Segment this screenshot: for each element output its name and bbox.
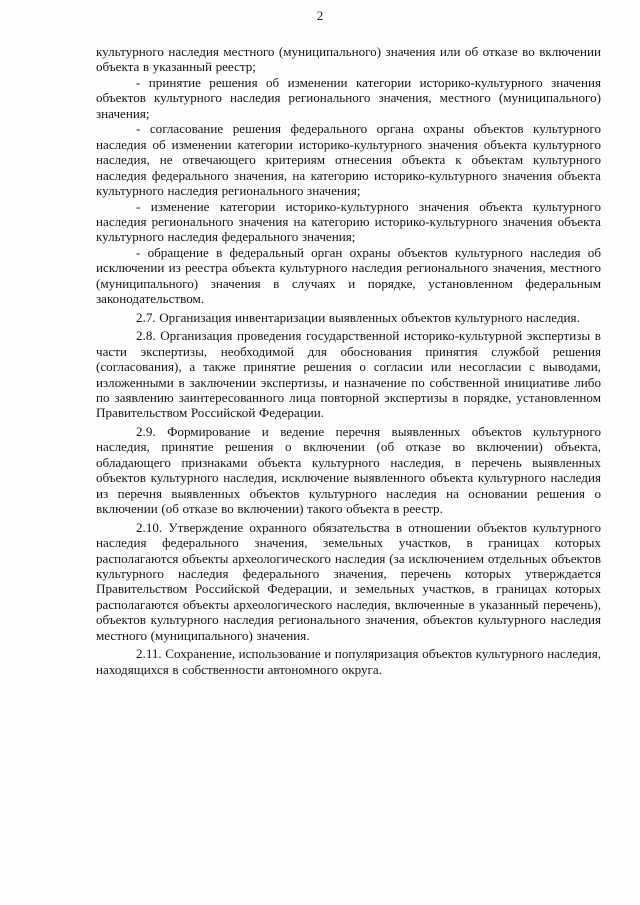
list-item-category-change: - принятие решения об изменении категории историко-культурного значения объектов культурного наследия регионального значения, местного (муниципального) значения;: [96, 74, 601, 121]
paragraph-continuation: культурного наследия местного (муниципального) значения или об отказе во включении объекта в указанный реестр;: [96, 44, 601, 75]
list-item-federal-agreement: - согласование решения федерального органа охраны объектов культурного наследия об изменении категории историко-культурного значения объекта культурного наследия, не отвечающего критериям отнесения объекта к объектам культурного наследия федерального значения, на категорию историко-культурного значения объекта культурного наследия регионального значения;: [96, 121, 601, 199]
clause-2-9: 2.9. Формирование и ведение перечня выявленных объектов культурного наследия, принятие решения о включении (об отказе во включении) объекта, обладающего признаками объекта культурного наследия, в перечень выявленных объектов культурного наследия, исключение выявленного объекта культурного наследия из перечня выявленных объектов культурного наследия на основании решения о включении (об отказе во включении) такого объекта в реестр.: [96, 423, 601, 517]
clause-2-8: 2.8. Организация проведения государственной историко-культурной экспертизы в части экспертизы, необходимой для обоснования принятия службой решения (согласования), а также принятие решения о согласии или несогласии с выводами, изложенными в заключении экспертизы, и назначение по собственной инициативе либо по заявлению заинтересованного лица повторной экспертизы в порядке, установленном Правительством Российской Федерации.: [96, 328, 601, 421]
clause-2-11: 2.11. Сохранение, использование и популяризация объектов культурного наследия, находящихся в собственности автономного округа.: [96, 646, 601, 677]
clause-2-7: 2.7. Организация инвентаризации выявленных объектов культурного наследия.: [136, 309, 580, 325]
list-item-category-upgrade: - изменение категории историко-культурного значения объекта культурного наследия регионального значения на категорию историко-культурного значения объекта культурного наследия федерального значения;: [96, 198, 601, 245]
clause-2-10: 2.10. Утверждение охранного обязательства в отношении объектов культурного наследия федерального значения, земельных участков, в границах которых располагаются объекты археологического наследия (за исключением отдельных объектов культурного наследия федерального значения, перечень которых утверждается Правительством Российской Федерации, и земельных участков, в границах которых располагаются объекты археологического наследия, включенные в указанный перечень), объектов культурного наследия регионального значения, объектов культурного наследия местного (муниципального) значения.: [96, 519, 601, 643]
list-item-registry-exclusion: - обращение в федеральный орган охраны объектов культурного наследия об исключении из реестра объекта культурного наследия регионального значения, местного (муниципального) значения в случаях и порядке, установленном федеральным законодательством.: [96, 244, 601, 307]
document-body: [96, 44, 601, 677]
page-number: 2: [316, 8, 324, 23]
